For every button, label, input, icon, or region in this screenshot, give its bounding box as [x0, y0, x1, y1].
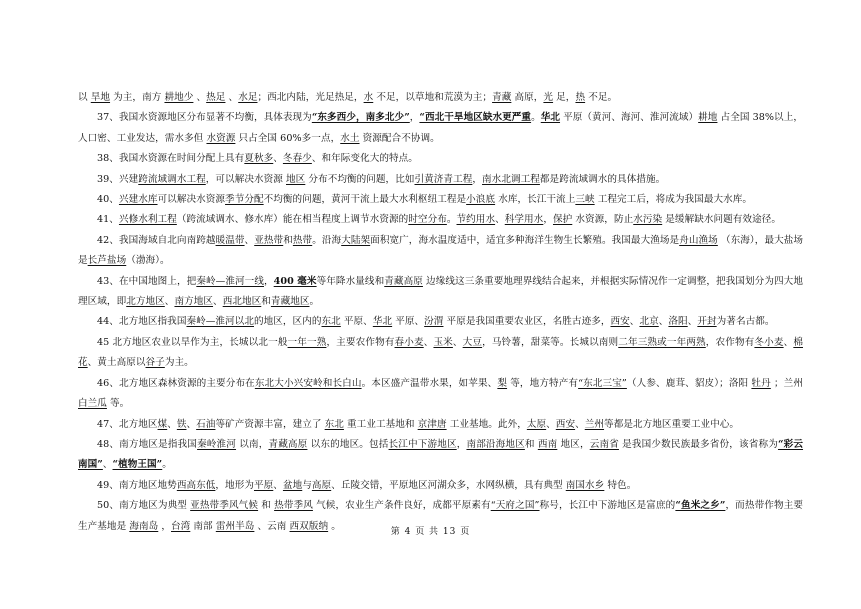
text-run: 平原是我国重要农业区，名胜古迹多，	[443, 316, 611, 328]
emphasized-text: 海南岛	[129, 520, 159, 532]
text-run: ，马铃薯，甜菜等。长城以南则	[482, 336, 619, 348]
emphasized-text: 云南省	[589, 438, 619, 450]
emphasized-text: “彩云南国”	[78, 438, 804, 471]
emphasized-text: 秦岭—淮河一线	[196, 275, 264, 287]
text-run: 、和年际变化大的特点。	[311, 153, 418, 165]
text-run: 37、我国水资源地区分布显著不均衡，具体表现为	[97, 112, 312, 124]
text-run: 的地区，区内的	[253, 316, 322, 328]
text-run: 和	[258, 500, 275, 512]
text-run: 44、北方地区指我国	[97, 316, 187, 328]
emphasized-text: 热带季风	[274, 500, 313, 512]
emphasized-text: 兰州	[584, 418, 605, 430]
emphasized-text: 棉花	[78, 336, 803, 369]
text-run: 以南，	[236, 438, 269, 450]
emphasized-text: 京津唐	[417, 418, 447, 430]
emphasized-text: 东北	[321, 316, 341, 328]
text-run: ，	[456, 438, 467, 450]
emphasized-text: 水足	[238, 92, 258, 103]
text-run: 、	[783, 336, 794, 348]
text-run: 、	[167, 418, 177, 430]
paragraph	[78, 476, 803, 496]
emphasized-text: 开封	[697, 316, 717, 328]
paragraph	[78, 374, 803, 415]
emphasized-text: 季节分配	[225, 194, 264, 206]
emphasized-text: 春小麦	[394, 336, 424, 348]
body-text	[78, 88, 803, 537]
emphasized-text: 暖温带	[215, 234, 245, 246]
paragraph	[78, 190, 803, 210]
page-footer: 第 4 页 共 13 页	[390, 527, 471, 537]
emphasized-text: 热足	[206, 92, 226, 103]
emphasized-text: 长芦盐场	[87, 255, 127, 267]
emphasized-text: 南水北调工程	[482, 173, 540, 185]
text-run: 是我国少数民族最多省份，该省称为	[618, 438, 778, 450]
text-run: 39、兴建	[97, 173, 139, 185]
text-run: 。	[309, 296, 320, 308]
text-run: ，	[264, 275, 274, 287]
text-run: 、	[546, 418, 556, 430]
text-run: 工业基地。此外，	[446, 418, 527, 430]
emphasized-text: 长江中下游地区	[388, 438, 457, 450]
emphasized-text: 冬小麦	[754, 336, 784, 348]
emphasized-text: 牡丹	[751, 377, 771, 389]
paragraph	[78, 415, 803, 435]
text-run: 、	[452, 336, 463, 348]
emphasized-text: 青藏高原	[384, 275, 423, 287]
emphasized-text: 舟山渔场	[679, 234, 718, 246]
text-run: ；兰州	[770, 377, 804, 389]
text-run: 占全国 38%以上，人口密、工业发达，需水多但	[78, 112, 803, 144]
emphasized-text: 400 毫米	[273, 275, 317, 287]
text-run: 特色。	[604, 479, 637, 491]
text-run: 和	[524, 438, 538, 450]
text-run: ，可以解决水资源	[205, 173, 287, 185]
emphasized-text: 铁	[176, 418, 187, 430]
emphasized-text: 大陆架	[341, 234, 371, 246]
emphasized-text: 华北	[540, 112, 561, 124]
text-run: 、	[225, 92, 239, 103]
text-run: 为著名古都。	[716, 316, 775, 328]
text-run: 气候，农业生产条件良好，成都平原素有	[312, 500, 491, 512]
text-run: 面积宽广，海水温度适中，适宜多种海洋生物生长繁殖。我国最大渔场是	[370, 234, 680, 246]
emphasized-text: 汾渭	[424, 316, 444, 328]
text-run: 南部	[190, 520, 216, 532]
text-run: 等。	[106, 398, 130, 410]
emphasized-text: 东北	[324, 418, 344, 430]
emphasized-text: 西南	[537, 438, 558, 450]
text-run: 。本区盛产温带水果，如苹果、	[361, 377, 498, 389]
emphasized-text: 谷子	[145, 357, 165, 369]
emphasized-text: 东北大小兴安岭和长白山	[254, 377, 362, 389]
emphasized-text: 西安	[610, 316, 630, 328]
text-run: 和	[283, 234, 293, 246]
text-run: 水库，长江干流上	[495, 194, 576, 206]
emphasized-text: 西双版纳	[289, 520, 329, 532]
text-run: 是缓解缺水问题有效途径。	[662, 214, 782, 226]
text-run: 称号，长江中下游地区是富庶的	[539, 500, 676, 512]
text-run: 资源配合不协调。	[359, 132, 440, 144]
emphasized-text: 光	[543, 92, 554, 103]
emphasized-text: 南国水乡	[565, 479, 605, 491]
text-run: 、	[575, 418, 585, 430]
text-run: 38、我国水资源在时间分配上具有	[97, 153, 245, 165]
emphasized-text: “东多西少，南多北少”	[311, 112, 410, 124]
text-run: 等，地方特产有	[507, 377, 579, 389]
emphasized-text: “天府之国”	[490, 500, 540, 512]
emphasized-text: 盆地	[282, 479, 303, 491]
emphasized-text: 石油	[196, 418, 216, 430]
emphasized-text: 二年三熟或一年两熟	[618, 336, 706, 348]
text-run: 足，	[553, 92, 576, 103]
emphasized-text: 水	[363, 92, 374, 103]
paragraph	[78, 210, 803, 230]
text-run: 、丘陵交错，平原地区河湖众多，水网纵横，具有典型	[331, 479, 566, 491]
emphasized-text: 白兰瓜	[78, 398, 107, 410]
emphasized-text: 小浪底	[466, 194, 496, 206]
text-run: （东海），最大盐场是	[78, 234, 804, 267]
paragraph	[78, 312, 803, 332]
text-run: （渤海）。	[126, 255, 170, 267]
text-run: 49、南方地区地势	[97, 479, 177, 491]
emphasized-text: 兴修水利工程	[118, 214, 177, 226]
text-run: 为主，南方	[110, 92, 165, 103]
paragraph	[78, 333, 803, 374]
emphasized-text: 雷州半岛	[215, 520, 255, 532]
emphasized-text: “东北三宝”	[578, 377, 627, 389]
emphasized-text: 保护	[552, 214, 573, 226]
text-run: 分布不均衡的问题，比如	[305, 173, 415, 185]
emphasized-text: 洛阳	[668, 316, 688, 328]
text-run: ，农作物有	[705, 336, 755, 348]
paragraph	[78, 170, 803, 190]
text-run: 、	[186, 418, 197, 430]
text-run: ，地形为	[215, 479, 254, 491]
text-run: 为主。	[164, 357, 194, 369]
text-run: 和	[261, 296, 271, 308]
emphasized-text: 西高东低	[176, 479, 216, 491]
text-run: 、云南	[254, 520, 290, 532]
paragraph	[78, 108, 803, 149]
emphasized-text: 北京	[639, 316, 659, 328]
emphasized-text: 水资源	[206, 132, 236, 144]
emphasized-text: 南部沿海地区	[466, 438, 525, 450]
text-run: 、黄土高原以	[87, 357, 146, 369]
text-run: ，而热带作物主要生产基地是	[78, 500, 804, 532]
emphasized-text: 平原	[253, 479, 274, 491]
text-run: ，	[158, 520, 172, 532]
text-run: 高原，	[511, 92, 544, 103]
text-run: 、	[213, 296, 223, 308]
emphasized-text: “西北干旱地区缺水更严重	[419, 112, 532, 124]
text-run: 边缘线这三条重要地理界线结合起来，并根据实际情况作一定调整，把我国划分为四大地理区域，即	[78, 275, 803, 308]
paragraph	[78, 272, 803, 313]
emphasized-text: 煤	[157, 418, 168, 430]
emphasized-text: 兴建水库	[118, 194, 158, 206]
text-run: ，	[543, 214, 553, 226]
text-run: 工程完工后，将成为我国最大水库。	[594, 194, 753, 206]
paragraph	[78, 149, 803, 169]
emphasized-text: 梨	[497, 377, 508, 389]
emphasized-text: 跨流域调水工程	[138, 173, 206, 185]
text-run: 、	[102, 459, 113, 471]
text-run: 43、在中国地图上，把	[97, 275, 197, 287]
emphasized-text: 夏秋多	[244, 153, 274, 165]
text-run: 、	[244, 234, 255, 246]
emphasized-text: 台湾	[171, 520, 191, 532]
emphasized-text: 青藏地区	[270, 296, 310, 308]
emphasized-text: 西北地区	[222, 296, 262, 308]
emphasized-text: 秦岭—淮河以北	[186, 316, 254, 328]
text-run: 40、	[97, 194, 119, 206]
emphasized-text: 耕地	[698, 112, 718, 124]
emphasized-text: “植物王国”	[112, 459, 163, 471]
text-run: 等年降水量线和	[316, 275, 385, 287]
text-run: ，	[472, 173, 483, 185]
text-run: 、	[495, 214, 505, 226]
text-run: 等矿产资源丰富，建立了	[215, 418, 325, 430]
text-run: 、	[423, 336, 434, 348]
text-run: 以东的地区。包括	[307, 438, 389, 450]
emphasized-text: 大豆	[462, 336, 483, 348]
text-run: 与	[302, 479, 312, 491]
text-run: 。沿海	[312, 234, 342, 246]
emphasized-text: 青藏	[492, 92, 512, 103]
emphasized-text: 一年一熟	[287, 336, 327, 348]
text-run: 、	[687, 316, 698, 328]
text-run: 重工业工基地和	[343, 418, 418, 430]
paragraph	[78, 88, 803, 108]
text-run: 地区，	[557, 438, 590, 450]
emphasized-text: 热	[575, 92, 586, 103]
text-run: （人参、鹿茸、貂皮）；洛阳	[626, 377, 752, 389]
text-run: 41、	[97, 214, 119, 226]
text-run: 平原、	[340, 316, 373, 328]
text-run: 平原（黄河、海河、淮河流域）	[560, 112, 699, 124]
emphasized-text: 青藏高原	[268, 438, 308, 450]
text-run: 不足。	[585, 92, 618, 103]
text-run: 45 北方地区农业以旱作为主，长城以北一般	[97, 336, 288, 348]
emphasized-text: “鱼米之乡”	[675, 500, 726, 512]
emphasized-text: 西安	[555, 418, 576, 430]
text-run: 都是跨流域调水的具体措施。	[539, 173, 666, 185]
text-run: 42、我国海域自北向南跨越	[97, 234, 216, 246]
emphasized-text: 高原	[311, 479, 332, 491]
emphasized-text: 水土	[340, 132, 360, 144]
text-run: 、	[629, 316, 640, 328]
text-run: 、	[273, 479, 283, 491]
emphasized-text: 旱地	[90, 92, 111, 103]
text-run: 。	[531, 112, 541, 124]
emphasized-text: 冬春少	[282, 153, 312, 165]
emphasized-text: 南方地区	[174, 296, 214, 308]
emphasized-text: 太原	[526, 418, 547, 430]
text-run: 。	[446, 214, 457, 226]
emphasized-text: 时空分布	[408, 214, 447, 226]
text-run: 、	[273, 153, 283, 165]
emphasized-text: 亚热带	[254, 234, 284, 246]
emphasized-text: 玉米	[433, 336, 453, 348]
emphasized-text: 北方地区	[126, 296, 165, 308]
emphasized-text: 科学用水	[504, 214, 544, 226]
emphasized-text: 节约用水	[456, 214, 496, 226]
emphasized-text: 引黄济青工程	[414, 173, 473, 185]
text-run: 50、南方地区为典型	[97, 500, 191, 512]
text-run: 水资源，防止	[572, 214, 634, 226]
emphasized-text: 地区	[286, 173, 306, 185]
text-run: 、	[193, 92, 207, 103]
text-run: （跨流域调水、修水库）能在相当程度上调节水资源的	[176, 214, 409, 226]
emphasized-text: 秦岭淮河	[197, 438, 237, 450]
text-run: 46、北方地区森林资源的主要分布在	[97, 377, 255, 389]
paragraph	[78, 435, 803, 476]
text-run: 平原、	[392, 316, 425, 328]
text-run: 、	[164, 296, 175, 308]
text-run: 47、北方地区	[97, 418, 158, 430]
emphasized-text: 亚热带季风气候	[190, 500, 259, 512]
text-run: ，	[409, 112, 420, 124]
text-run: ；西北内陆，光足热足，	[257, 92, 364, 103]
emphasized-text: 三峡	[575, 194, 595, 206]
text-run: 48、南方地区是指我国	[97, 438, 198, 450]
text-run: 、	[658, 316, 669, 328]
text-run: 以	[78, 92, 91, 103]
emphasized-text: 华北	[372, 316, 393, 328]
text-run: 。	[162, 459, 172, 471]
emphasized-text: 耕地少	[164, 92, 194, 103]
emphasized-text: 热带	[292, 234, 313, 246]
text-run: 。	[328, 520, 341, 532]
text-run: 不足，以草地和荒漠为主；	[373, 92, 493, 103]
emphasized-text: 水污染	[633, 214, 663, 226]
text-run: 只占全国 60%多一点，	[235, 132, 341, 144]
text-run: 可以解决水资源	[157, 194, 226, 206]
text-run: ，主要农作物有	[326, 336, 395, 348]
paragraph	[78, 231, 803, 272]
text-run: 不均衡的问题，黄河干流上最大水利枢纽工程是	[263, 194, 467, 206]
text-run: 等都是北方地区重要工业中心。	[604, 418, 740, 430]
